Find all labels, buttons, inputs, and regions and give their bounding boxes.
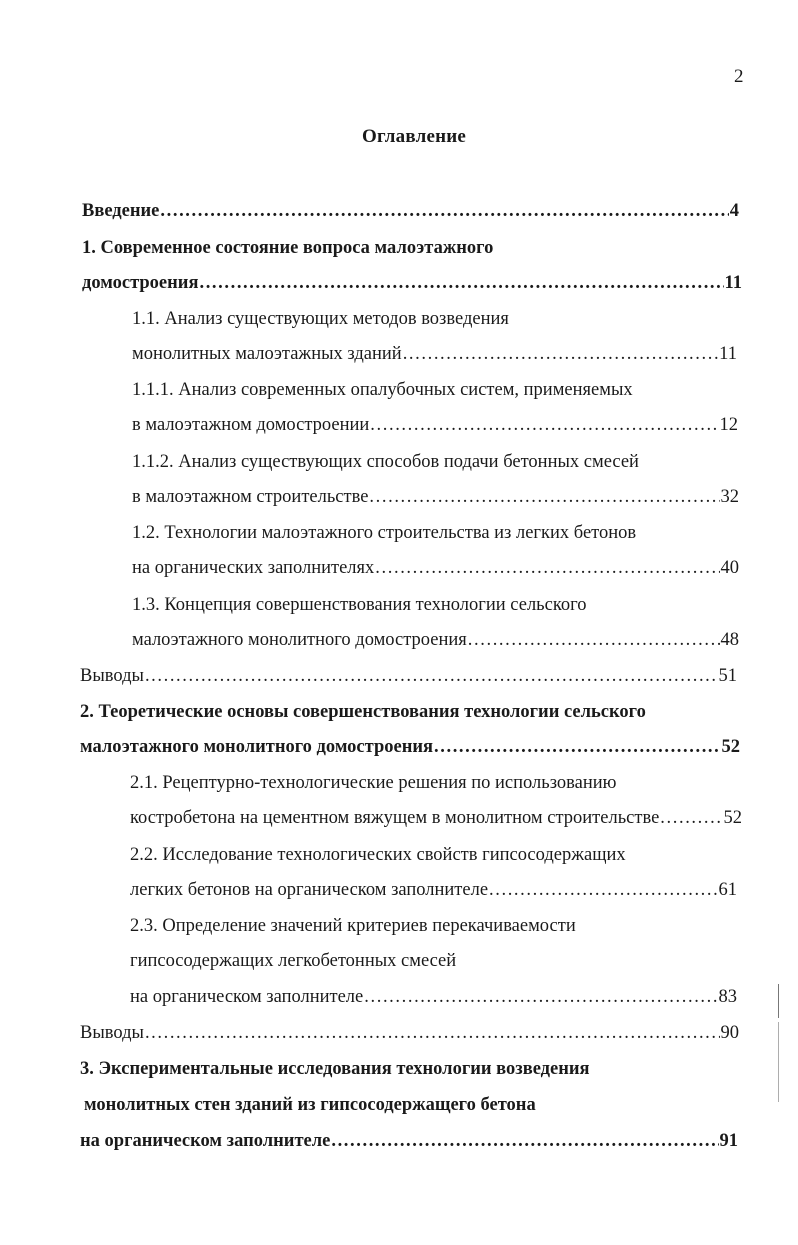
toc-entry-conclusions-2[interactable] (80, 1021, 739, 1045)
leader-dots (370, 413, 718, 437)
toc-section-2-2-line1: 2.2. Исследование технологических свойств гипсосодержащих (130, 845, 626, 865)
toc-entry-label: малоэтажного монолитного домостроения (80, 737, 434, 757)
leader-dots (160, 199, 728, 223)
leader-dots (489, 878, 717, 902)
toc-chapter3-line2: монолитных стен зданий из гипсосодержащего бетона (84, 1095, 536, 1115)
toc-entry-chapter2[interactable] (80, 735, 740, 759)
toc-entry-page: 91 (719, 1131, 738, 1151)
toc-entry-label: на органическом заполнителе (130, 987, 364, 1007)
leader-dots (331, 1129, 718, 1153)
toc-entry-label: в малоэтажном домостроении (132, 415, 370, 435)
toc-entry-label: домостроения (82, 273, 199, 293)
leader-dots (403, 342, 718, 366)
toc-entry-page: 83 (718, 987, 737, 1007)
toc-section-2-3-line2: гипсосодержащих легкобетонных смесей (130, 951, 457, 971)
leader-dots (369, 485, 719, 509)
toc-entry-chapter1[interactable] (82, 271, 742, 295)
toc-section-2-3-line1: 2.3. Определение значений критериев перекачиваемости (130, 916, 576, 936)
toc-entry-label: монолитных малоэтажных зданий (132, 344, 402, 364)
toc-chapter3-line1: 3. Экспериментальные исследования технологии возведения (80, 1059, 590, 1079)
toc-chapter1-line1: 1. Современное состояние вопроса малоэтажного (82, 238, 494, 258)
toc-entry-label: малоэтажного монолитного домостроения (132, 630, 467, 650)
toc-entry-page: 32 (720, 487, 739, 507)
toc-entry-section-1-2[interactable] (132, 556, 739, 580)
toc-entry-page: 11 (719, 344, 737, 364)
toc-entry-label: на органическом заполнителе (80, 1131, 331, 1151)
leader-dots (375, 556, 719, 580)
toc-section-1-1-2-line1: 1.1.2. Анализ существующих способов подачи бетонных смесей (132, 452, 639, 472)
toc-entry-label: Введение (82, 201, 160, 221)
toc-chapter2-line1: 2. Теоретические основы совершенствования технологии сельского (80, 702, 646, 722)
toc-entry-section-1-1-1[interactable] (132, 413, 738, 437)
toc-entry-page: 11 (724, 273, 742, 293)
toc-entry-intro[interactable] (82, 199, 739, 223)
page-number: 2 (734, 66, 744, 87)
toc-entry-label: в малоэтажном строительстве (132, 487, 369, 507)
leader-dots (364, 985, 717, 1009)
toc-entry-page: 90 (720, 1023, 739, 1043)
leader-dots (434, 735, 720, 759)
toc-entry-label: Выводы (80, 666, 144, 686)
toc-entry-section-2-1[interactable] (130, 806, 742, 830)
toc-entry-label: Выводы (80, 1023, 144, 1043)
leader-dots (145, 1021, 720, 1045)
leader-dots (468, 628, 720, 652)
scan-margin-mark (778, 984, 779, 1018)
toc-entry-label: костробетона на цементном вяжущем в монолитном строительстве (130, 808, 660, 828)
toc-entry-chapter3[interactable] (80, 1129, 738, 1153)
toc-entry-page: 52 (721, 737, 740, 757)
toc-entry-section-2-2[interactable] (130, 878, 737, 902)
toc-entry-page: 52 (723, 808, 742, 828)
leader-dots (199, 271, 723, 295)
toc-entry-conclusions-1[interactable] (80, 664, 737, 688)
toc-entry-section-1-1[interactable] (132, 342, 737, 366)
toc-entry-page: 48 (720, 630, 739, 650)
toc-section-2-1-line1: 2.1. Рецептурно-технологические решения по использованию (130, 773, 617, 793)
toc-section-1-1-line1: 1.1. Анализ существующих методов возведения (132, 309, 509, 329)
toc-entry-page: 61 (718, 880, 737, 900)
toc-entry-section-1-1-2[interactable] (132, 485, 739, 509)
toc-entry-page: 12 (719, 415, 738, 435)
toc-entry-label: на органических заполнителях (132, 558, 375, 578)
toc-entry-section-2-3[interactable] (130, 985, 737, 1009)
toc-section-1-1-1-line1: 1.1.1. Анализ современных опалубочных систем, применяемых (132, 380, 633, 400)
toc-entry-page: 51 (718, 666, 737, 686)
scan-margin-mark (778, 1022, 779, 1102)
toc-section-1-3-line1: 1.3. Концепция совершенствования технологии сельского (132, 595, 587, 615)
leader-dots (145, 664, 718, 688)
toc-entry-label: легких бетонов на органическом заполнителе (130, 880, 489, 900)
toc-entry-section-1-3[interactable] (132, 628, 739, 652)
toc-entry-page: 4 (729, 201, 739, 221)
leader-dots (660, 806, 722, 830)
toc-title: Оглавление (361, 126, 467, 147)
toc-section-1-2-line1: 1.2. Технологии малоэтажного строительства из легких бетонов (132, 523, 637, 543)
toc-entry-page: 40 (720, 558, 739, 578)
